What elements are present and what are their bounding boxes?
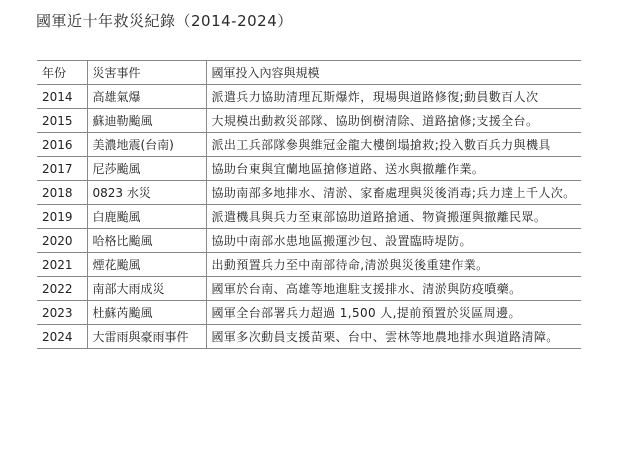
- cell-year: 2021: [37, 253, 87, 277]
- cell-event: 大雷雨與豪雨事件: [87, 325, 206, 349]
- cell-event: 煙花颱風: [87, 253, 206, 277]
- cell-year: 2019: [37, 205, 87, 229]
- cell-input: 派出工兵部隊參與維冠金龍大樓倒塌搶救;投入數百兵力與機具: [206, 133, 581, 157]
- cell-event: 高雄氣爆: [87, 85, 206, 109]
- cell-event: 美濃地震(台南): [87, 133, 206, 157]
- header-input: 國軍投入內容與規模: [206, 61, 581, 85]
- cell-input: 協助台東與宜蘭地區搶修道路、送水與撤離作業。: [206, 157, 581, 181]
- cell-input: 派遣兵力協助清理瓦斯爆炸，現場與道路修復;動員數百人次: [206, 85, 581, 109]
- cell-year: 2024: [37, 325, 87, 349]
- table-row: [37, 325, 581, 349]
- cell-input: 出動預置兵力至中南部待命,清淤與災後重建作業。: [206, 253, 581, 277]
- table-row: [37, 109, 581, 133]
- cell-event: 杜蘇芮颱風: [87, 301, 206, 325]
- cell-input: 國軍全台部署兵力超過 1,500 人,提前預置於災區周邊。: [206, 301, 581, 325]
- cell-year: 2015: [37, 109, 87, 133]
- table-row: [37, 85, 581, 109]
- cell-year: 2016: [37, 133, 87, 157]
- table-header-row: [37, 61, 581, 85]
- table-row: [37, 301, 581, 325]
- table-row: [37, 277, 581, 301]
- cell-input: 派遣機具與兵力至東部協助道路搶通、物資搬運與撤離民眾。: [206, 205, 581, 229]
- cell-year: 2023: [37, 301, 87, 325]
- cell-event: 南部大雨成災: [87, 277, 206, 301]
- cell-event: 蘇迪勒颱風: [87, 109, 206, 133]
- cell-year: 2017: [37, 157, 87, 181]
- cell-input: 大規模出動救災部隊、協助倒樹清除、道路搶修;支援全台。: [206, 109, 581, 133]
- cell-year: 2018: [37, 181, 87, 205]
- cell-year: 2022: [37, 277, 87, 301]
- cell-event: 白鹿颱風: [87, 205, 206, 229]
- document-title: 國軍近十年救災紀錄（2014-2024）: [36, 12, 293, 30]
- header-year: 年份: [37, 61, 87, 85]
- table-row: [37, 157, 581, 181]
- table-row: [37, 133, 581, 157]
- cell-year: 2014: [37, 85, 87, 109]
- cell-input: 國軍多次動員支援苗栗、台中、雲林等地農地排水與道路清障。: [206, 325, 581, 349]
- header-event: 災害事件: [87, 61, 206, 85]
- cell-input: 國軍於台南、高雄等地進駐支援排水、清淤與防疫噴藥。: [206, 277, 581, 301]
- table-row: [37, 253, 581, 277]
- cell-input: 協助中南部水患地區搬運沙包、設置臨時堤防。: [206, 229, 581, 253]
- cell-event: 尼莎颱風: [87, 157, 206, 181]
- table-row: [37, 205, 581, 229]
- table-row: [37, 181, 581, 205]
- disaster-relief-table: [37, 60, 581, 349]
- cell-year: 2020: [37, 229, 87, 253]
- cell-event: 哈格比颱風: [87, 229, 206, 253]
- cell-event: 0823 水災: [87, 181, 206, 205]
- cell-input: 協助南部多地排水、清淤、家畜處理與災後消毒;兵力達上千人次。: [206, 181, 581, 205]
- table-row: [37, 229, 581, 253]
